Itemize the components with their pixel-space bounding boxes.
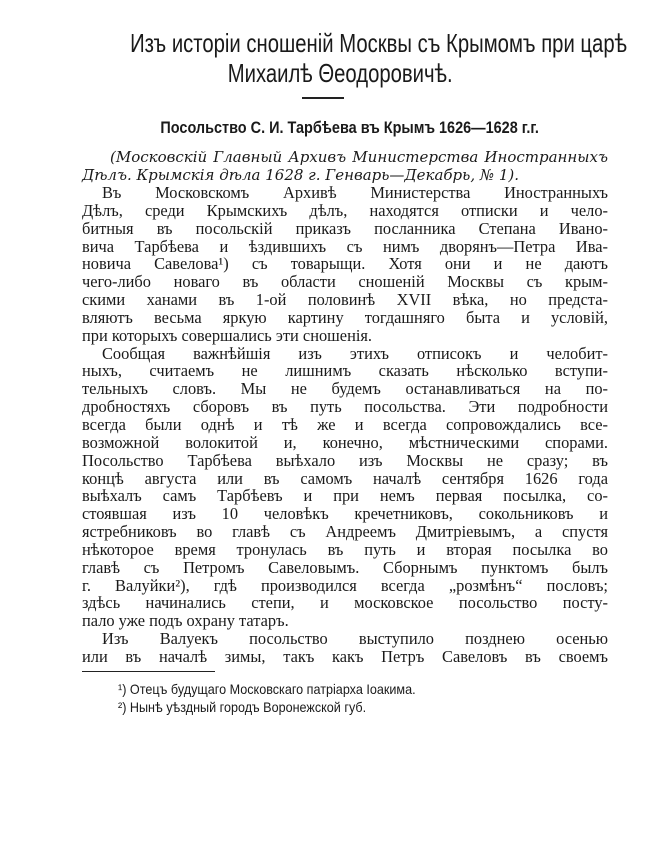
text-line: битныя въ посольскій приказъ посланника Степана Ивано-	[82, 218, 608, 238]
paragraph	[82, 184, 608, 345]
footnote-text: ¹) Отецъ будущаго Московскаго патріарха Іоакима.	[118, 681, 416, 697]
footnote-2	[118, 698, 449, 716]
article-title-line-2	[60, 58, 620, 88]
text-line: вляютъ весьма яркую картину тогдашняго быта и условій,	[82, 307, 608, 327]
text-line: ястребниковъ во главѣ съ Андреемъ Дмитріевымъ, а спустя	[82, 522, 608, 542]
footnote-1	[118, 680, 449, 698]
text-line: новича Савелова¹) съ товарыщи. Хотя они и не даютъ	[82, 254, 608, 274]
text-line: главѣ съ Петромъ Савеловымъ. Сборнымъ пунктомъ былъ	[82, 557, 608, 577]
text-line: Въ Московскомъ Архивѣ Министерства Иностранныхъ	[102, 183, 608, 202]
source-line: Дѣлъ. Крымскія дѣла 1628 г. Генварь—Декабрь, № 1).	[82, 166, 519, 184]
text-line: Посольство Тарбѣева выѣхало изъ Москвы не сразу; въ	[82, 450, 608, 470]
text-line: выѣхалъ самъ Тарбѣевъ и при немъ первая посылка, со-	[82, 486, 608, 506]
text-line: или въ началѣ зимы, такъ какъ Петръ Савеловъ въ своемъ	[82, 646, 608, 666]
text-line: г. Валуйки²), гдѣ производился всегда „розмѣнъ“ пословъ;	[82, 575, 608, 595]
text-line: возможной волокитой и, конечно, мѣстническими спорами.	[82, 432, 608, 452]
source-citation	[82, 148, 608, 184]
title-text: Изъ исторіи сношеній Москвы съ Крымомъ при царѣ	[130, 28, 628, 58]
text-line: концѣ августа или въ самомъ началѣ сентября 1626 года	[82, 468, 608, 488]
subtitle-text: Посольство С. И. Тарбѣева въ Крымъ 1626—1628 г.г.	[160, 118, 540, 137]
text-line: скими ханами въ 1-ой половинѣ XVII вѣка, но предста-	[82, 290, 608, 310]
article-body	[82, 184, 608, 666]
footnote-text: ²) Нынѣ уѣздный городъ Воронежской губ.	[118, 699, 367, 715]
paragraph	[82, 630, 608, 666]
text-line: здѣсь начинались степи, и московское посольство посту-	[82, 593, 608, 613]
title-text: Михаилѣ Θеодоровичѣ.	[227, 58, 453, 88]
text-line: чего-либо новаго въ области сношеній Москвы съ крым-	[82, 272, 608, 292]
text-line: Изъ Валуекъ посольство выступило позднею осенью	[102, 629, 608, 649]
text-line: стоявшая изъ 10 человѣкъ кречетниковъ, сокольниковъ и	[82, 504, 608, 524]
text-line: Сообщая важнѣйшія изъ этихъ отписокъ и челобит-	[102, 343, 608, 363]
text-line: дробностяхъ сборовъ въ путь посольства. Эти подробности	[82, 397, 608, 417]
footnote-divider	[82, 671, 215, 672]
source-line: (Московскій Главный Архивъ Министерства Иностранныхъ	[110, 148, 608, 166]
text-line: ныхъ, считаемъ не лишнимъ сказать нѣсколько вступи-	[82, 361, 608, 381]
text-line: всегда были однѣ и тѣ же и всегда сопровождались все-	[82, 414, 608, 434]
text-line: Дѣлъ, среди Крымскихъ дѣлъ, находятся отписки и чело-	[82, 200, 608, 220]
footnotes	[118, 680, 449, 716]
text-line: вича Тарбѣева и ѣздившихъ съ нимъ дворянъ—Петра Ива-	[82, 236, 608, 256]
text-line: пало уже подъ охрану татаръ.	[82, 611, 289, 631]
text-line: при которыхъ совершались эти сношенія.	[82, 325, 373, 345]
article-title-line-1	[60, 28, 628, 58]
paragraph	[82, 345, 608, 631]
section-subtitle	[60, 118, 640, 138]
text-line: тельныхъ словъ. Мы не будемъ останавливаться на по-	[82, 379, 608, 399]
title-divider	[302, 97, 344, 99]
text-line: нѣкоторое время тронулась въ путь и вторая посылка во	[82, 539, 608, 559]
